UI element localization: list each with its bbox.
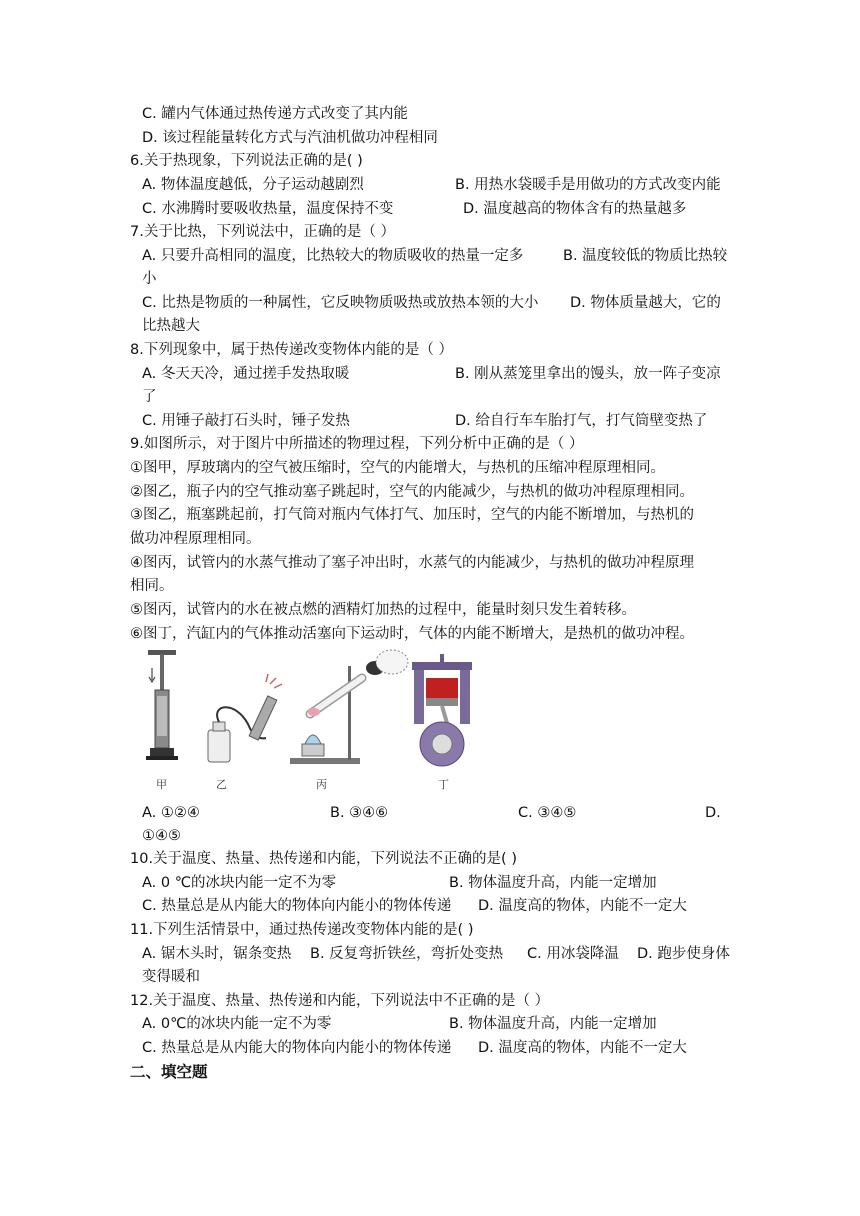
q10-option-d: D. 温度高的物体，内能不一定大: [478, 898, 687, 914]
q6-stem: 6.关于热现象，下列说法正确的是( ): [130, 153, 363, 169]
q10-option-c: C. 热量总是从内能大的物体向内能小的物体传递: [142, 898, 452, 914]
q7-option-a: A. 只要升高相同的温度，比热较大的物质吸收的热量一定多: [142, 248, 524, 264]
q8-option-d: D. 给自行车车胎打气，打气筒壁变热了: [455, 413, 708, 429]
q9-statement-1: ①图甲，厚玻璃内的空气被压缩时，空气的内能增大，与热机的压缩冲程原理相同。: [130, 460, 665, 476]
prev-option-d: D. 该过程能量转化方式与汽油机做功冲程相同: [142, 130, 438, 146]
q9-statement-3-cont: 做功冲程原理相同。: [130, 531, 261, 547]
q7-option-d: D. 物体质量越大，它的: [570, 295, 721, 311]
figure-label-jia: 甲: [156, 778, 167, 791]
figure-label-yi: 乙: [216, 778, 227, 791]
q10-option-a: A. 0 ℃的冰块内能一定不为零: [142, 875, 337, 891]
q6-option-d: D. 温度越高的物体含有的热量越多: [463, 201, 687, 217]
q9-option-c: C. ③④⑤: [518, 805, 577, 821]
q12-stem: 12.关于温度、热量、热传递和内能，下列说法中不正确的是（ ）: [130, 993, 550, 1009]
q9-statement-3: ③图乙，瓶塞跳起前，打气筒对瓶内气体打气、加压时，空气的内能不断增加，与热机的: [130, 507, 694, 523]
q10-stem: 10.关于温度、热量、热传递和内能，下列说法不正确的是( ): [130, 851, 517, 867]
q11-option-a: A. 锯木头时，锯条变热: [142, 946, 292, 962]
figure-label-ding: 丁: [438, 778, 449, 791]
q9-option-d: D.: [705, 805, 721, 821]
section-heading-fill-in: 二、填空题: [130, 1063, 208, 1081]
q10-option-b: B. 物体温度升高，内能一定增加: [449, 875, 657, 891]
q9-stem: 9.如图所示，对于图片中所描述的物理过程，下列分析中正确的是（ ）: [130, 436, 584, 452]
q7-option-b: B. 温度较低的物质比热较: [563, 248, 728, 264]
q12-option-b: B. 物体温度升高，内能一定增加: [449, 1016, 657, 1032]
q8-option-c: C. 用锤子敲打石头时，锤子发热: [142, 413, 350, 429]
q9-option-d-cont: ①④⑤: [142, 828, 181, 844]
figure-bing-test-tube: [290, 650, 408, 791]
q9-statement-4-cont: 相同。: [130, 578, 174, 594]
figure-label-bing: 丙: [316, 778, 327, 791]
q8-option-b-cont: 了: [142, 389, 157, 405]
q6-option-b: B. 用热水袋暖手是用做功的方式改变内能: [455, 177, 721, 193]
q11-option-d-cont: 变得暖和: [142, 969, 200, 985]
q9-figure: [140, 644, 480, 794]
q11-option-b: B. 反复弯折铁丝，弯折处变热: [310, 946, 504, 962]
q12-option-c: C. 热量总是从内能大的物体向内能小的物体传递: [142, 1040, 452, 1056]
q9-statement-4: ④图丙，试管内的水蒸气推动了塞子冲出时，水蒸气的内能减少，与热机的做功冲程原理: [130, 555, 694, 571]
q9-option-a: A. ①②④: [142, 805, 200, 821]
figure-jia-compression-cylinder: [146, 650, 178, 791]
q9-statement-2: ②图乙，瓶子内的空气推动塞子跳起时，空气的内能减少，与热机的做功冲程原理相同。: [130, 484, 694, 500]
figure-yi-bottle-pump: [208, 674, 282, 791]
q8-stem: 8.下列现象中，属于热传递改变物体内能的是（ ）: [130, 342, 453, 358]
q8-option-b: B. 刚从蒸笼里拿出的馒头，放一阵子变凉: [455, 366, 721, 382]
q7-option-c: C. 比热是物质的一种属性，它反映物质吸热或放热本领的大小: [142, 295, 539, 311]
q6-option-c: C. 水沸腾时要吸收热量，温度保持不变: [142, 201, 394, 217]
q12-option-d: D. 温度高的物体，内能不一定大: [478, 1040, 687, 1056]
figure-ding-engine-cylinder: [412, 654, 472, 791]
q11-option-d: D. 跑步使身体: [637, 946, 730, 962]
q11-stem: 11.下列生活情景中，通过热传递改变物体内能的是( ): [130, 922, 474, 938]
q7-option-d-cont: 比热越大: [142, 318, 200, 334]
q6-option-a: A. 物体温度越低，分子运动越剧烈: [142, 177, 364, 193]
q9-statement-6: ⑥图丁，汽缸内的气体推动活塞向下运动时，气体的内能不断增大，是热机的做功冲程。: [130, 626, 694, 642]
q8-option-a: A. 冬天天冷，通过搓手发热取暖: [142, 366, 350, 382]
q7-option-b-cont: 小: [142, 271, 157, 287]
q7-stem: 7.关于比热，下列说法中，正确的是（ ）: [130, 224, 395, 240]
q12-option-a: A. 0℃的冰块内能一定不为零: [142, 1016, 332, 1032]
q9-option-b: B. ③④⑥: [330, 805, 389, 821]
q9-statement-5: ⑤图丙，试管内的水在被点燃的酒精灯加热的过程中，能量时刻只发生着转移。: [130, 602, 636, 618]
q11-option-c: C. 用冰袋降温: [527, 946, 619, 962]
prev-option-c: C. 罐内气体通过热传递方式改变了其内能: [142, 106, 408, 122]
